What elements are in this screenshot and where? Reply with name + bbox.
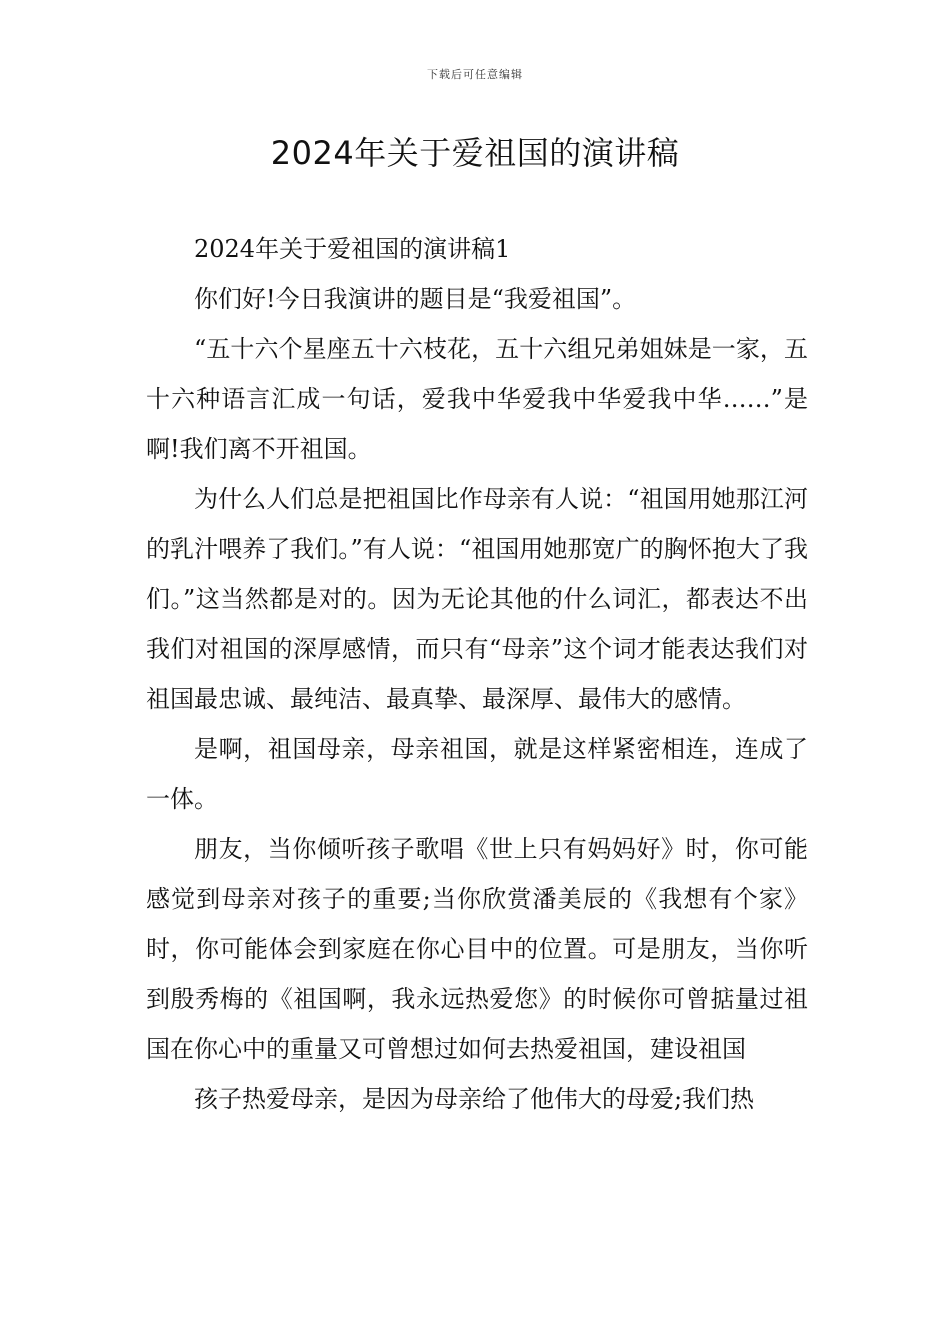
paragraph-quote: “五十六个星座五十六枝花，五十六组兄弟姐妹是一家，五十六种语言汇成一句话，爱我中华爱我中华爱我中华……”是啊!我们离不开祖国。 [146,335,808,463]
paragraph-greeting: 你们好!今日我演讲的题目是“我爱祖国”。 [194,285,637,313]
document-title: 2024年关于爱祖国的演讲稿 [270,134,680,172]
paragraph-mother-metaphor: 为什么人们总是把祖国比作母亲有人说：“祖国用她那江河的乳汁喂养了我们。”有人说：“祖国用她那宽广的胸怀抱大了我们。”这当然都是对的。因为无论其他的什么词汇，都表达不出我们对祖国的深厚感情，而只有“母亲”这个词才能表达我们对祖国最忠诚、最纯洁、最真挚、最深厚、最伟大的感情。 [146,485,808,713]
paragraph-connected: 是啊，祖国母亲，母亲祖国，就是这样紧密相连，连成了一体。 [146,735,808,813]
paragraph-section-heading: 2024年关于爱祖国的演讲稿1 [194,235,511,263]
paragraph-songs: 朋友，当你倾听孩子歌唱《世上只有妈妈好》时，你可能感觉到母亲对孩子的重要;当你欣赏潘美辰的《我想有个家》时，你可能体会到家庭在你心目中的位置。可是朋友，当你听到殷秀梅的《祖国啊，我永远热爱您》的时候你可曾掂量过祖国在你心中的重量又可曾想过如何去热爱祖国，建设祖国 [146,835,808,1063]
header-note: 下载后可任意编辑 [427,68,523,81]
document-body [146,224,808,1124]
paragraph-love-mother: 孩子热爱母亲，是因为母亲给了他伟大的母爱;我们热 [194,1085,755,1113]
